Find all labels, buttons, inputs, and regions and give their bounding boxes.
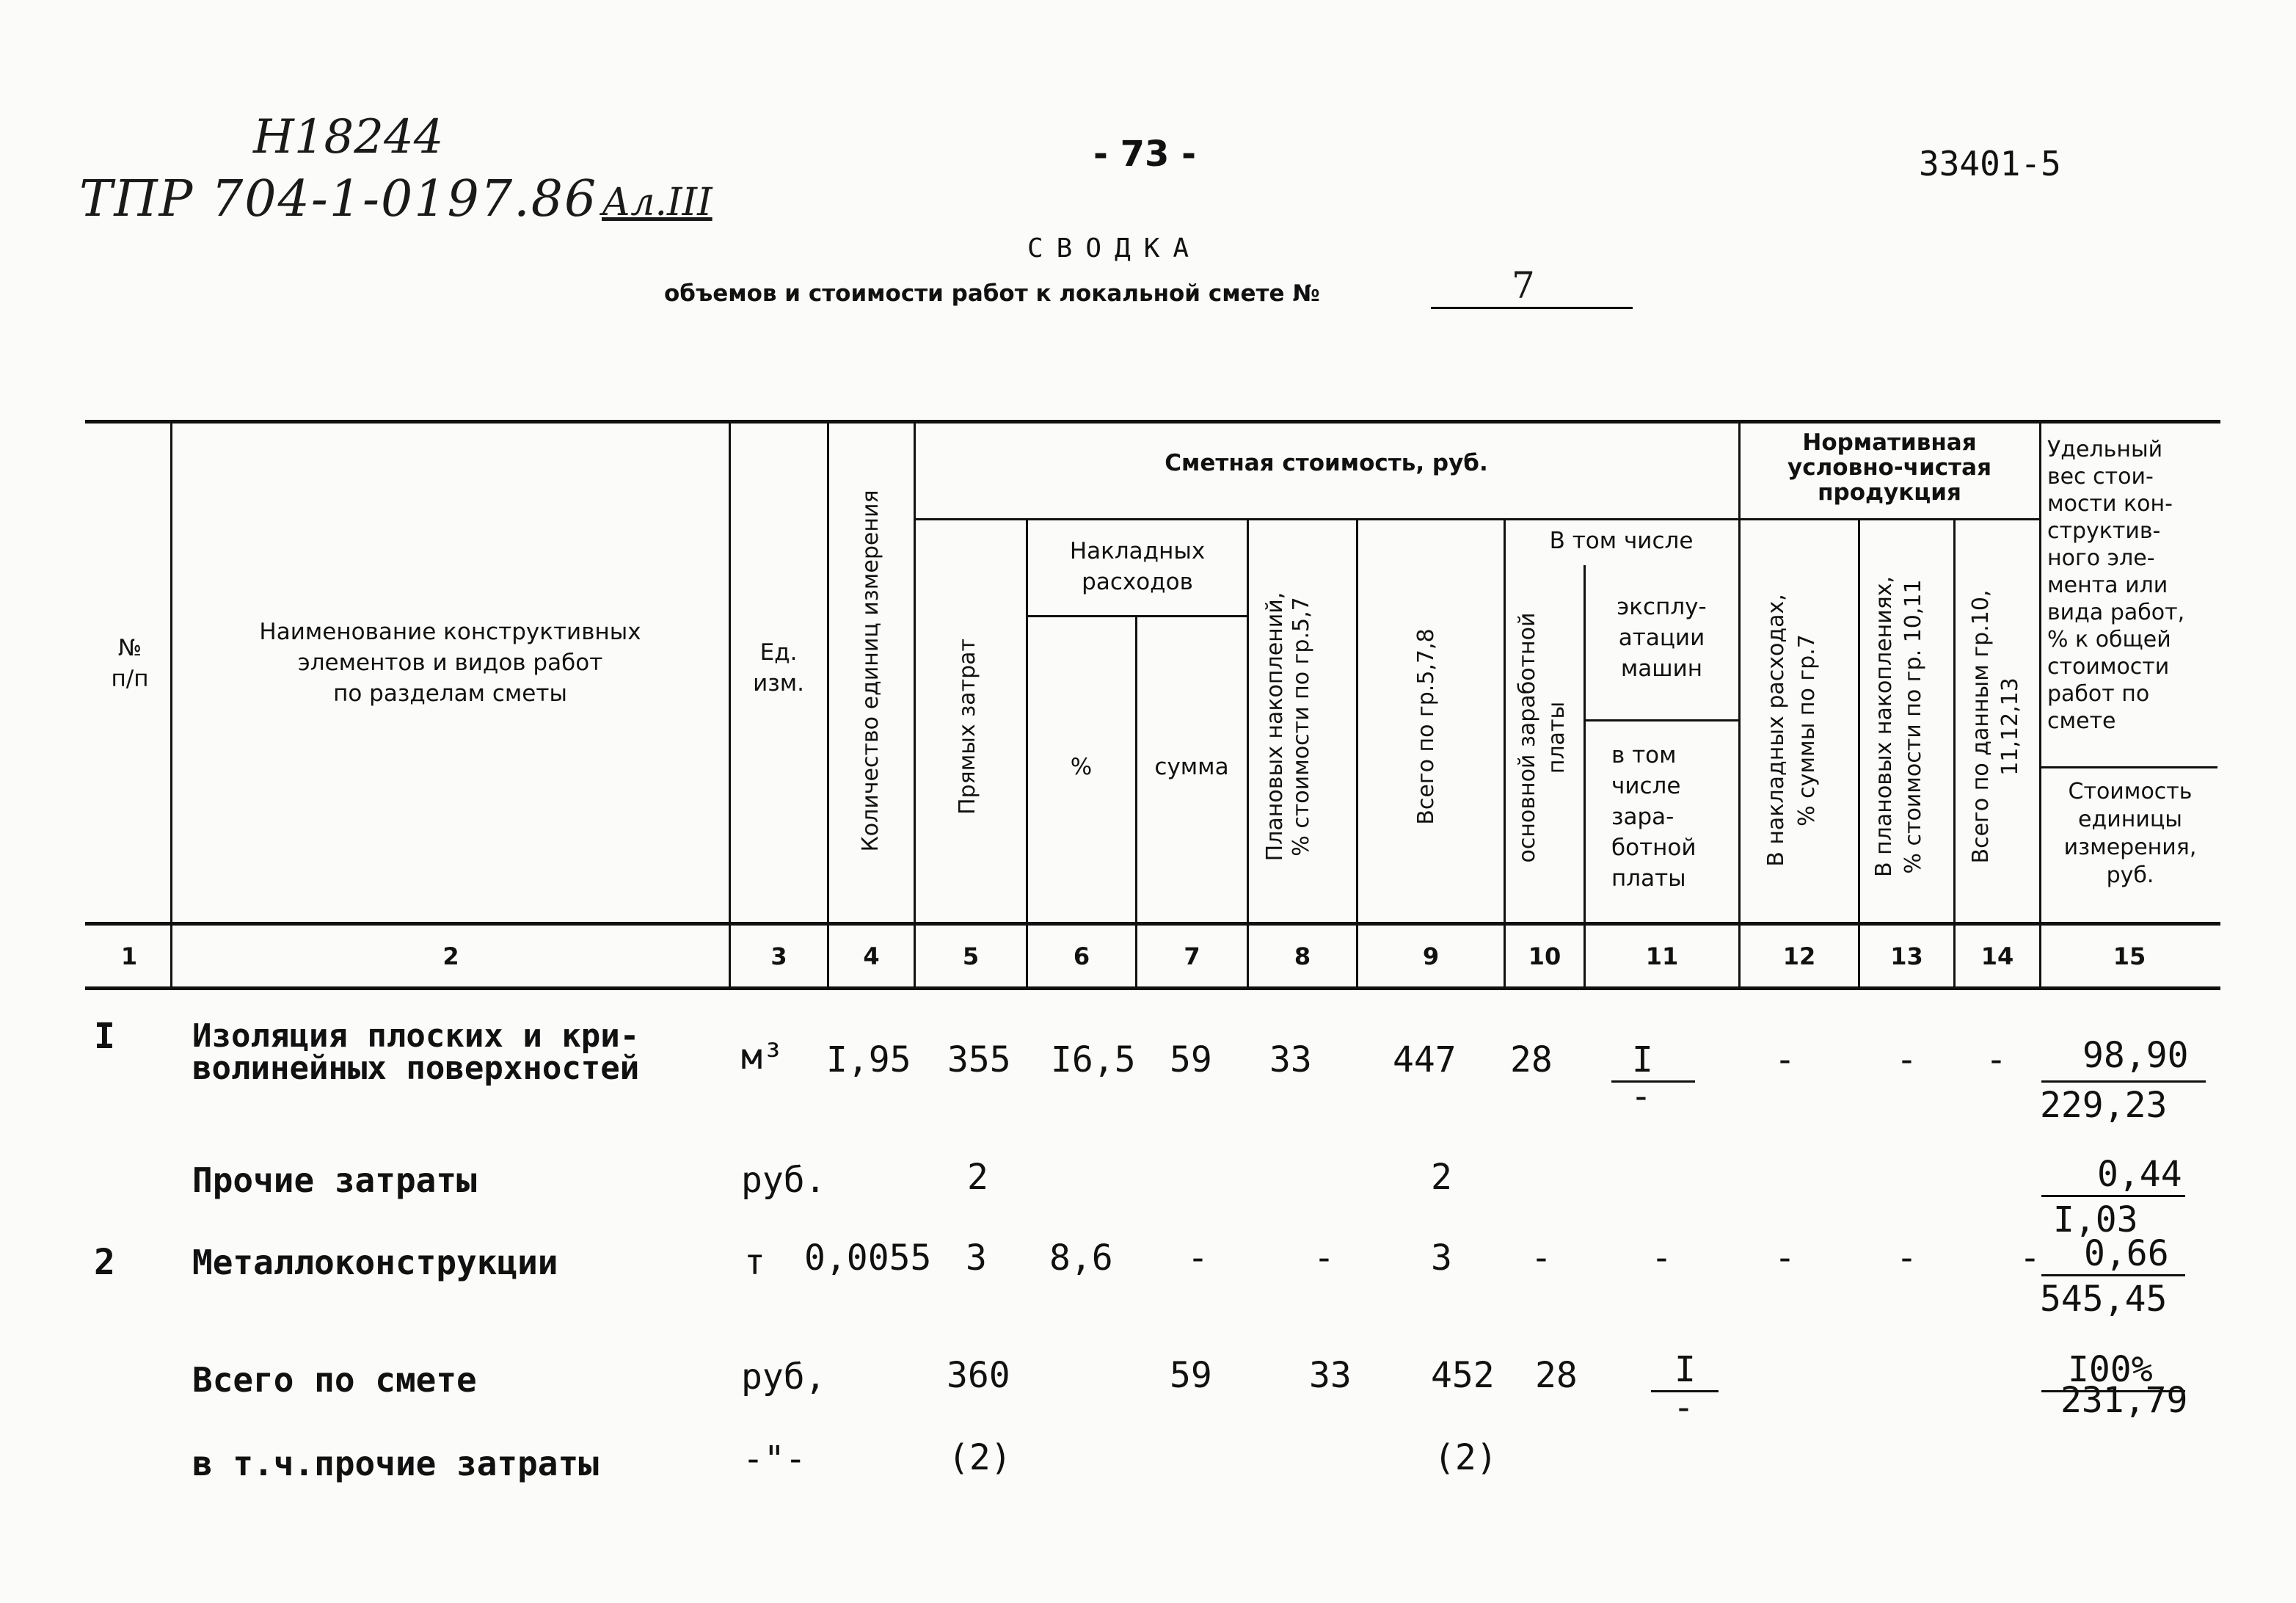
row-name: Всего по смете [192,1360,477,1400]
row-name: Металлоконструкции [192,1243,558,1282]
row-machine-salary: - [1630,1076,1652,1117]
row-overhead-sum: 59 [1170,1039,1212,1080]
header-element-name: Наименование конструктивных элементов и видов работ по разделам сметы [259,619,641,707]
row-total-10-13: - [1986,1039,2007,1080]
header-machine-operation: эксплу- атации машин [1617,594,1707,682]
row-total: (2) [1434,1437,1498,1478]
document-code: 33401-5 [1919,144,2061,183]
row-unit: руб, [741,1356,826,1397]
row-direct-costs: 3 [966,1237,987,1279]
row-machine-operation: - [1651,1237,1672,1279]
header-including: В том числе [1549,528,1694,554]
header-unit: Ед. изм. [753,639,804,697]
column-number: 8 [1294,942,1311,970]
row-unit-cost: I,03 [2053,1199,2138,1240]
column-number: 14 [1980,942,2014,970]
handwritten-inventory-number: Н18244 [253,110,444,164]
header-overheads: Накладных расходов [1069,538,1206,595]
handwritten-project-code: ТПР 704-1-0197.86 [79,170,598,228]
row-unit-cost: 545,45 [2040,1279,2168,1320]
row-planned-savings: - [1313,1237,1335,1279]
row-total: 3 [1431,1237,1452,1279]
header-base-salary: основной заработной платы [1515,612,1570,863]
row-unit: руб. [741,1160,826,1201]
row-total: 447 [1393,1039,1457,1080]
row-direct-costs: 360 [947,1355,1010,1396]
row-cost-share: 0,66 [2084,1233,2169,1274]
row-direct-costs: (2) [948,1437,1012,1478]
column-number: 4 [863,942,880,970]
row-planned-savings: 33 [1269,1039,1312,1080]
row-planned-savings: 33 [1309,1355,1352,1396]
row-unit: т [744,1242,765,1283]
header-planned-share: В плановых накоплениях, % стоимости по гр. 10,11 [1871,575,1926,878]
row-machine-salary: - [1673,1387,1694,1428]
row-name: Изоляция плоских и кри- волинейных поверхностей [192,1017,640,1087]
handwritten-album: Ал.III [602,181,713,225]
fraction-bar [1611,1080,1695,1083]
estimate-number: 7 [1512,264,1535,307]
row-base-salary: 28 [1535,1355,1578,1396]
row-cost-share: 0,44 [2097,1154,2182,1195]
row-cost-share: 98,90 [2082,1035,2189,1076]
page-title: СВОДКА [1027,233,1203,263]
row-number: 2 [94,1242,115,1283]
column-number: 1 [120,942,138,970]
fraction-bar [2041,1195,2185,1197]
header-normative-net-output: Нормативная условно-чистая продукция [1787,429,1991,506]
row-machine-operation: I [1632,1039,1653,1080]
row-base-salary: 28 [1510,1039,1553,1080]
column-number: 13 [1890,942,1923,970]
header-row-number: № п/п [111,635,149,692]
row-quantity: I,95 [826,1039,911,1080]
header-machine-salary: в том числе зара- ботной платы [1611,742,1697,892]
column-number: 10 [1528,942,1561,970]
row-overhead-percent: I6,5 [1051,1039,1136,1080]
header-estimated-cost: Сметная стоимость, руб. [1165,450,1488,476]
header-quantity: Количество единиц измерения [858,490,883,852]
column-number: 11 [1645,942,1679,970]
row-direct-costs: 355 [947,1039,1011,1080]
header-total-5-7-8: Всего по гр.5,7,8 [1413,628,1439,825]
header-overhead-share: В накладных расходах, % суммы по гр.7 [1763,594,1820,867]
row-overhead-sum: - [1187,1237,1209,1279]
row-number: I [94,1016,115,1057]
header-total-10-13: Всего по данным гр.10, 11,12,13 [1968,589,2023,864]
header-sum: сумма [1154,754,1229,780]
estimate-number-underline [1431,307,1633,309]
column-number: 5 [962,942,980,970]
row-quantity: 0,0055 [804,1237,932,1279]
row-total: 2 [1431,1157,1452,1198]
header-share-of-cost: Удельный вес стои- мости кон- структив- ного эле- мента или вида работ, % к общей стоимости работ по смете [2047,437,2185,734]
row-machine-operation: I [1674,1349,1696,1390]
row-name: в т.ч.прочие затраты [192,1444,599,1483]
header-unit-cost: Стоимость единицы измерения, руб. [2063,779,2197,888]
fraction-bar [2041,1080,2206,1083]
row-planned-share: - [1896,1237,1917,1279]
fraction-bar [2041,1274,2185,1276]
row-total-10-13: - [2019,1237,2041,1279]
row-total: 452 [1431,1355,1495,1396]
row-unit-cost: 229,23 [2040,1085,2168,1126]
row-direct-costs: 2 [967,1157,988,1198]
header-direct-costs: Прямых затрат [955,639,980,815]
column-number: 12 [1782,942,1816,970]
header-planned-savings: Плановых накоплений, % стоимости по гр.5,7 [1262,592,1314,862]
column-number: 15 [2113,942,2146,970]
column-number: 3 [770,942,787,970]
page-number: - 73 - [1093,134,1197,175]
row-overhead-share: - [1774,1039,1796,1080]
row-overhead-sum: 59 [1170,1355,1212,1396]
row-unit-cost: 231,79 [2060,1380,2188,1421]
row-overhead-percent: 8,6 [1049,1237,1113,1279]
row-base-salary: - [1531,1237,1552,1279]
row-unit: -"- [743,1439,806,1480]
page-subtitle: объемов и стоимости работ к локальной смете № [664,280,1320,307]
row-unit: м³ [741,1036,784,1077]
column-number: 9 [1422,942,1440,970]
header-percent: % [1070,754,1093,780]
column-number: 7 [1184,942,1200,970]
column-number: 2 [442,942,459,970]
column-number: 6 [1073,942,1090,970]
row-name: Прочие затраты [192,1160,477,1200]
row-planned-share: - [1896,1039,1917,1080]
row-overhead-share: - [1774,1237,1796,1279]
row-cost-share: I00% [2068,1349,2153,1390]
